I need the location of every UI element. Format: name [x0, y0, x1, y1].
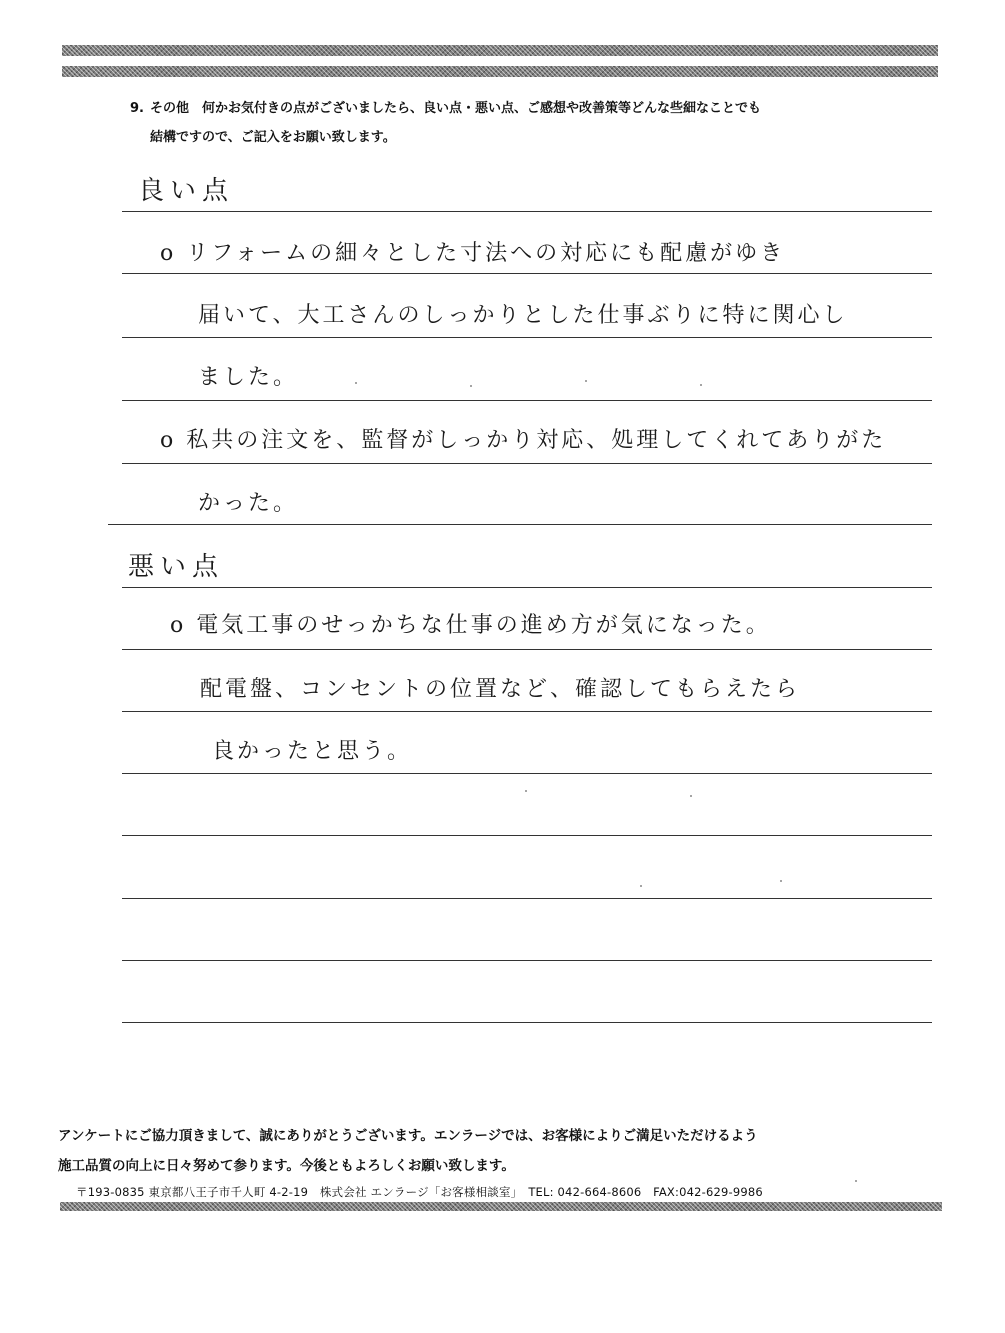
bad-point-line-1: o 電気工事のせっかちな仕事の進め方が気になった。	[170, 613, 771, 638]
scan-speck	[355, 382, 357, 384]
good-point-line-5: かった。	[198, 491, 299, 516]
answer-rule	[122, 400, 932, 401]
answer-rule	[122, 273, 932, 274]
footer-thanks-line-1: アンケートにご協力頂きまして、誠にありがとうございます。エンラージでは、お客様によりご満足いただけるよう	[58, 1128, 758, 1144]
footer-thanks-line-2: 施工品質の向上に日々努めて参ります。今後ともよろしくお願い致します。	[58, 1158, 515, 1174]
scan-speck	[470, 385, 472, 387]
answer-rule	[122, 463, 932, 464]
footer-band	[60, 1202, 942, 1211]
header-band-bottom	[62, 66, 938, 77]
bad-point-line-2: 配電盤、コンセントの位置など、確認してもらえたら	[200, 677, 801, 702]
good-point-line-4: o 私共の注文を、監督がしっかり対応、処理してくれてありがた	[160, 428, 887, 453]
good-points-heading: 良い点	[138, 176, 235, 206]
good-point-line-2: 届いて、大工さんのしっかりとした仕事ぶりに特に関心し	[198, 303, 848, 328]
scan-speck	[690, 795, 692, 797]
answer-rule	[122, 337, 932, 338]
answer-rule	[122, 960, 932, 961]
answer-rule	[122, 649, 932, 650]
good-point-line-1: o リフォームの細々とした寸法への対応にも配慮がゆき	[160, 241, 786, 266]
answer-rule	[122, 587, 932, 588]
header-band-top	[62, 45, 938, 56]
answer-rule	[122, 835, 932, 836]
question-number: 9.	[130, 101, 144, 116]
answer-rule	[108, 524, 932, 525]
scan-speck	[700, 384, 702, 386]
bad-points-heading: 悪い点	[128, 552, 225, 582]
answer-rule	[122, 211, 932, 212]
answer-rule	[122, 1022, 932, 1023]
scan-speck	[855, 1180, 857, 1182]
scan-speck	[585, 380, 587, 382]
footer-address: 〒193-0835 東京都八王子市千人町 4-2-19 株式会社 エンラージ「お客様相談室」 TEL: 042-664-8606 FAX:042-629-9986	[76, 1185, 763, 1199]
scan-speck	[525, 790, 527, 792]
good-point-line-3: ました。	[198, 365, 299, 390]
answer-rule	[122, 711, 932, 712]
bad-point-line-3: 良かったと思う。	[212, 739, 413, 764]
answer-rule	[122, 898, 932, 899]
answer-rule	[122, 773, 932, 774]
question-text-line-1: その他 何かお気付きの点がございましたら、良い点・悪い点、ご感想や改善策等どんな些細なことでも	[150, 101, 762, 116]
scan-speck	[640, 885, 642, 887]
scan-speck	[780, 880, 782, 882]
question-text-line-2: 結構ですので、ご記入をお願い致します。	[150, 130, 396, 145]
